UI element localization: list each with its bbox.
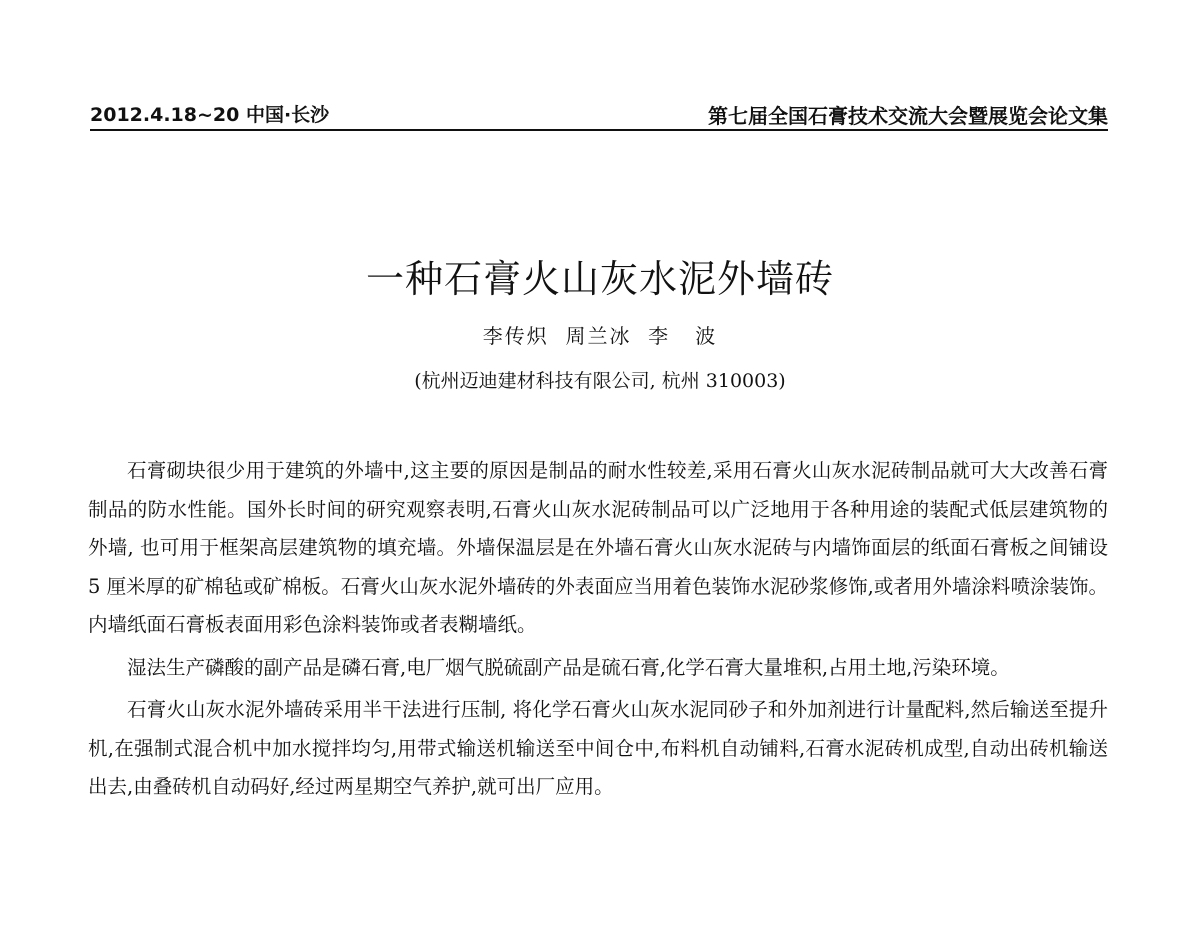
paragraph: 湿法生产磷酸的副产品是磷石膏,电厂烟气脱硫副产品是硫石膏,化学石膏大量堆积,占用土地,污染环境。 [127, 655, 1010, 679]
running-header-date-location: 2012.4.18~20 中国·长沙 [90, 104, 330, 126]
paragraph: 石膏火山灰水泥外墙砖采用半干法进行压制, 将化学石膏火山灰水泥同砂子和外加剂进行计量配料,然后输送至提升机,在强制式混合机中加水搅拌均匀,用带式输送机输送至中间仓中,布料机自动铺料,石膏水泥砖机成型,自动出砖机输送出去,由叠砖机自动码好,经过两星期空气养护,就可出厂应用。 [88, 698, 1108, 798]
header-rule [90, 129, 1108, 131]
paper-title: 一种石膏火山灰水泥外墙砖 [365, 257, 834, 301]
author-list: 李传炽 周兰冰 李 波 [482, 324, 718, 348]
running-header-proceedings-title: 第七届全国石膏技术交流大会暨展览会论文集 [708, 104, 1108, 128]
author-affiliation: (杭州迈迪建材科技有限公司, 杭州 310003) [414, 370, 786, 392]
paragraph: 石膏砌块很少用于建筑的外墙中,这主要的原因是制品的耐水性较差,采用石膏火山灰水泥砖制品就可大大改善石膏制品的防水性能。国外长时间的研究观察表明,石膏火山灰水泥砖制品可以广泛地用于各种用途的装配式低层建筑物的外墙, 也可用于框架高层建筑物的填充墙。外墙保温层是在外墙石膏火山灰水泥砖与内墙饰面层的纸面石膏板之间铺设 5 厘米厚的矿棉毡或矿棉板。石膏火山灰水泥外墙砖的外表面应当用着色装饰水泥砂浆修饰,或者用外墙涂料喷涂装饰。内墙纸面石膏板表面用彩色涂料装饰或者表糊墙纸。 [88, 459, 1108, 636]
body-text [88, 452, 1108, 811]
